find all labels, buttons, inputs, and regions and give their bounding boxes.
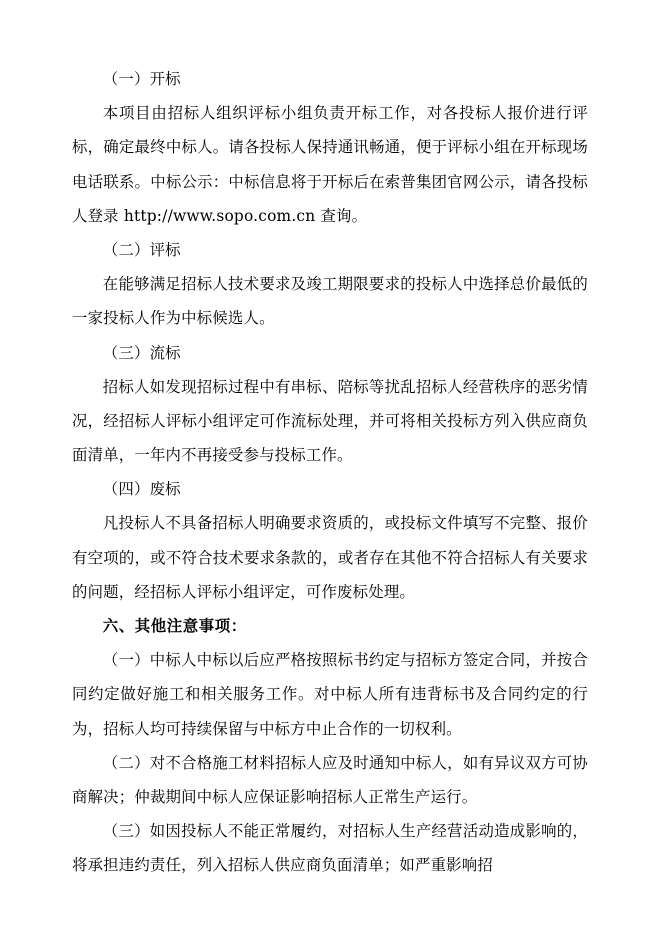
document-body xyxy=(72,62,588,883)
paragraph-body: （二）对不合格施工材料招标人应及时通知中标人，如有异议双方可协商解决；仲裁期间中标人应保证影响招标人正常生产运行。 xyxy=(72,753,588,806)
paragraph-body: 招标人如发现招标过程中有串标、陪标等扰乱招标人经营秩序的恶劣情况，经招标人评标小组评定可作流标处理，并可将相关投标方列入供应商负面清单，一年内不再接受参与投标工作。 xyxy=(72,377,588,465)
paragraph-body: 凡投标人不具备招标人明确要求资质的，或投标文件填写不完整、报价有空项的，或不符合技术要求条款的，或者存在其他不符合招标人有关要求的问题，经招标人评标小组评定，可作废标处理。 xyxy=(72,514,588,601)
paragraph-body: 在能够满足招标人技术要求及竣工期限要求的投标人中选择总价最低的一家投标人作为中标候选人。 xyxy=(72,275,588,328)
paragraph-section-title: （二）评标 xyxy=(102,240,181,259)
paragraph-body: （三）如因投标人不能正常履约，对招标人生产经营活动造成影响的，将承担违约责任，列入招标人供应商负面清单；如严重影响招 xyxy=(72,822,588,875)
paragraph-body: （一）中标人中标以后应严格按照标书约定与招标方签定合同，并按合同约定做好施工和相关服务工作。对中标人所有违背标书及合同约定的行为，招标人均可持续保留与中标方中止合作的一切权利。 xyxy=(72,651,588,738)
paragraph-section-title: （三）流标 xyxy=(102,343,181,362)
paragraph-section-title: （四）废标 xyxy=(102,480,181,499)
paragraph-body: 本项目由招标人组织评标小组负责开标工作，对各投标人报价进行评标，确定最终中标人。请各投标人保持通讯畅通，便于评标小组在开标现场电话联系。中标公示：中标信息将于开标后在索普集团官网公示，请各投标人登录 http://www.sopo.com.cn 查询。 xyxy=(72,104,588,225)
paragraph-section-title: （一）开标 xyxy=(102,70,181,88)
section-heading-six: 六、其他注意事项： xyxy=(102,617,247,635)
